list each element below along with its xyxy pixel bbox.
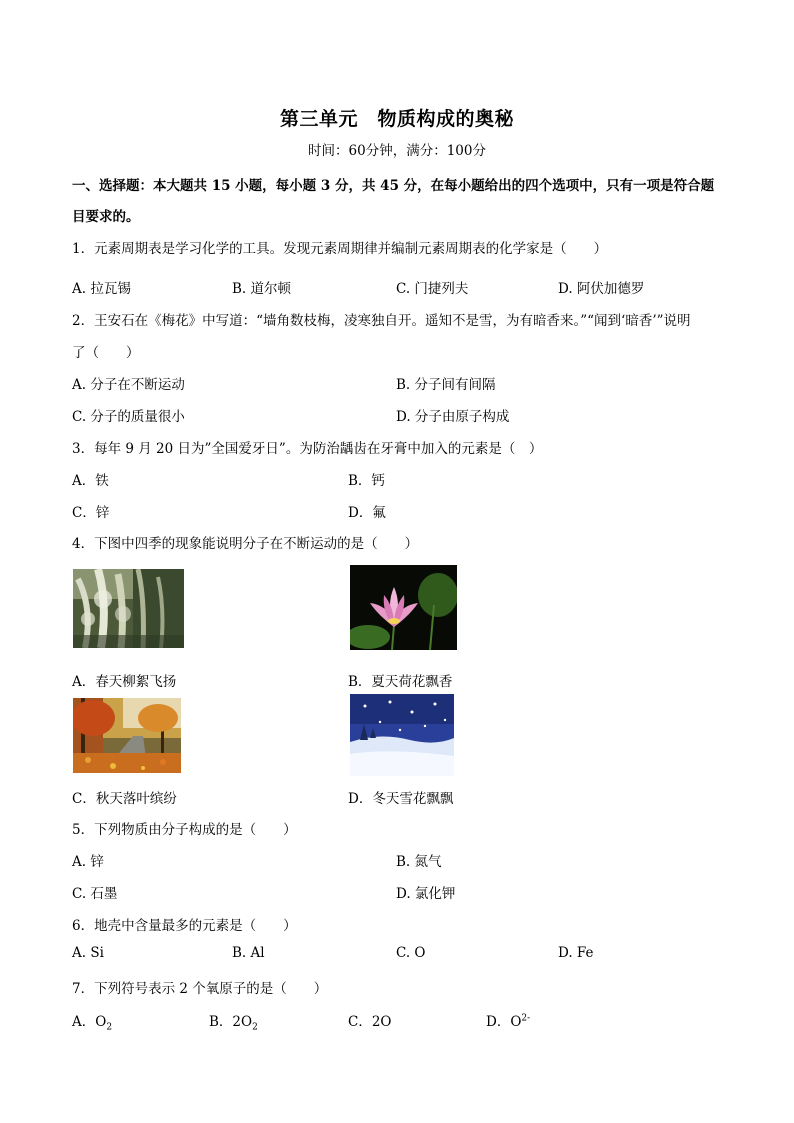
q5-option-a: A. 锌 [72,854,104,870]
q3-option-c: C．锌 [72,505,110,521]
q4-stem: 4．下图中四季的现象能说明分子在不断运动的是（ ） [72,536,419,552]
q4-option-d: D．冬天雪花飘飘 [348,791,454,807]
section-heading-line2: 目要求的。 [72,209,140,225]
winter-snow-image [350,694,454,776]
q7-option-b [209,1010,258,1033]
q1-option-b: B. 道尔顿 [232,281,292,297]
q5-stem: 5．下列物质由分子构成的是（ ） [72,822,297,838]
q2-option-b: B. 分子间有间隔 [396,377,496,393]
q5-option-b: B. 氮气 [396,854,442,870]
q1-option-c: C. 门捷列夫 [396,281,469,297]
q1-option-d: D. 阿伏加德罗 [558,281,645,297]
q7-option-b-text: B．2O [209,1014,253,1030]
q7-option-a [72,1010,112,1033]
q6-option-a: A. Si [72,945,104,961]
q4-option-a: A．春天柳絮飞扬 [72,674,177,690]
q2-stem-line2: 了（ ） [72,345,140,361]
q5-option-d: D. 氯化钾 [396,886,456,902]
q7-option-d-superscript: 2- [521,1013,531,1024]
q6-stem: 6．地壳中含量最多的元素是（ ） [72,918,297,934]
section-heading-line1: 一、选择题：本大题共 15 小题，每小题 3 分，共 45 分，在每小题给出的四个选项中，只有一项是符合题 [72,178,715,194]
q7-option-c: C．2O [348,1014,392,1030]
q2-option-a: A. 分子在不断运动 [72,377,185,393]
q3-option-a: A．铁 [72,473,109,489]
q7-option-d-text: D．O [486,1014,522,1030]
q1-stem: 1．元素周期表是学习化学的工具。发现元素周期律并编制元素周期表的化学家是（ ） [72,241,608,257]
page-subtitle: 时间：60分钟，满分：100分 [308,143,486,159]
autumn-leaves-image [73,698,181,773]
q3-option-b: B．钙 [348,473,385,489]
q7-option-b-subscript: 2 [252,1022,258,1033]
q6-option-b: B. Al [232,945,265,961]
lotus-flower-image [350,565,457,650]
q3-stem: 3．每年 9 月 20 日为”全国爱牙日”。为防治龋齿在牙膏中加入的元素是（ ） [72,441,543,457]
q7-option-a-subscript: 2 [106,1022,113,1033]
q3-option-d: D．氟 [348,505,386,521]
q7-option-a-text: A．O [72,1014,107,1030]
q6-option-c: C. O [396,945,426,961]
q2-option-c: C. 分子的质量很小 [72,409,185,425]
q1-option-a: A. 拉瓦锡 [72,281,131,297]
willow-catkins-image [73,569,184,648]
page-title: 第三单元 物质构成的奥秘 [279,108,514,130]
q7-stem: 7．下列符号表示 2 个氧原子的是（ ） [72,981,328,997]
q2-stem-line1: 2．王安石在《梅花》中写道：“墙角数枝梅，凌寒独自开。遥知不是雪，为有暗香来。”“闻到‘暗香’”说明 [72,313,691,329]
q5-option-c: C. 石墨 [72,886,118,902]
q7-option-d [486,1010,530,1030]
q4-option-b: B．夏天荷花飘香 [348,674,453,690]
q4-option-c: C．秋天落叶缤纷 [72,791,177,807]
q2-option-d: D. 分子由原子构成 [396,409,510,425]
q6-option-d: D. Fe [558,945,594,961]
